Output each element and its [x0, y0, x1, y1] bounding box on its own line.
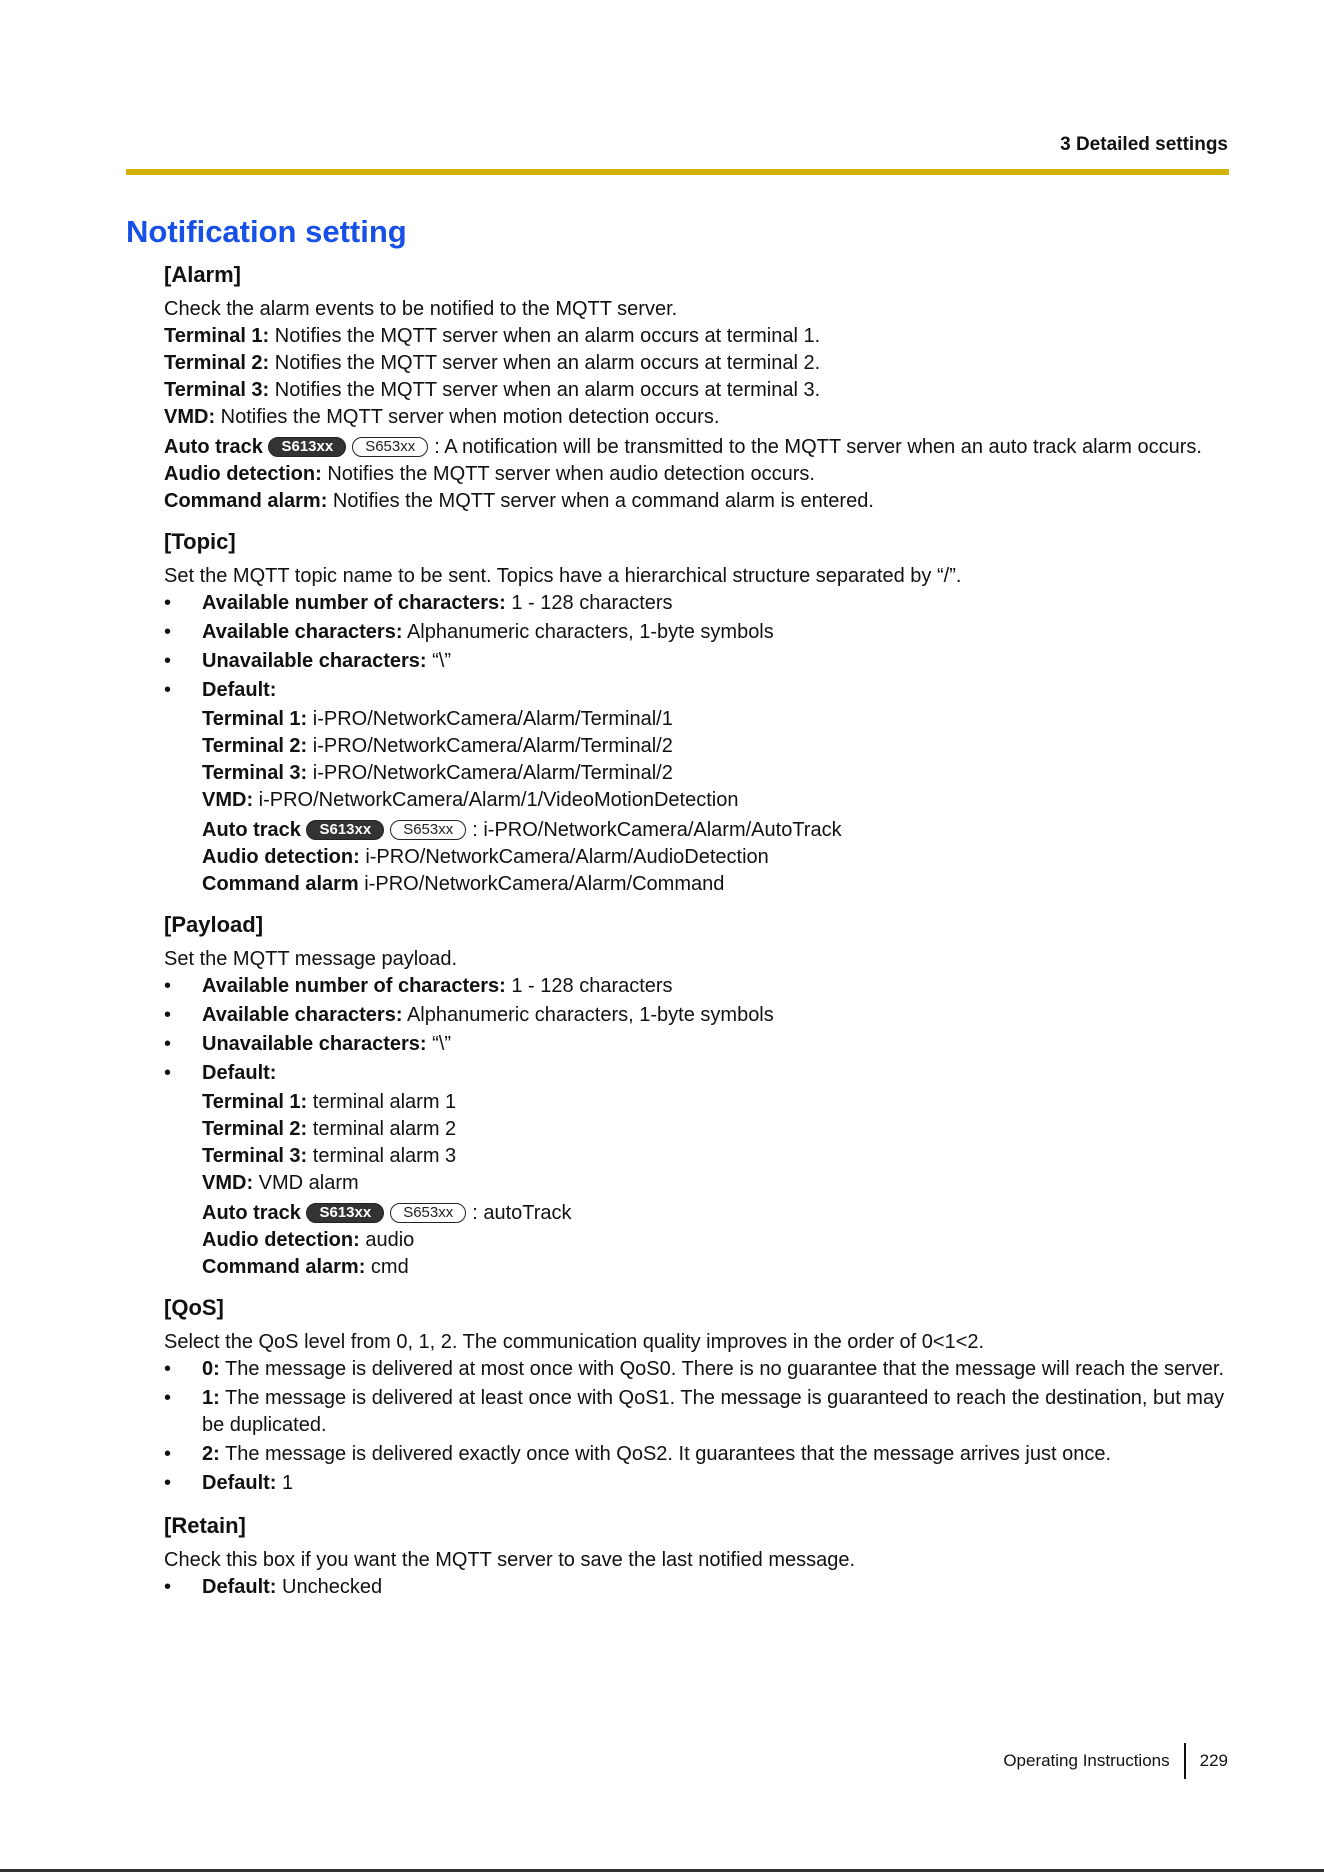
list-item: • Available number of characters: 1 - 128 characters — [164, 975, 673, 997]
topic-heading: [Topic] — [164, 529, 236, 554]
page-footer — [1003, 1743, 1228, 1779]
topic-section — [164, 529, 1229, 898]
main-content — [126, 214, 1229, 1603]
page-title: Notification setting — [126, 214, 407, 249]
list-item: • 0: The message is delivered at most once with QoS0. There is no guarantee that the message will reach the server. — [164, 1358, 1225, 1380]
alarm-item: Terminal 3: Notifies the MQTT server when an alarm occurs at terminal 3. — [164, 379, 821, 401]
list-item: • Default: 1 — [164, 1472, 294, 1494]
alarm-item: Terminal 1: Notifies the MQTT server when an alarm occurs at terminal 1. — [164, 325, 821, 347]
s613-badge: S613xx — [268, 437, 346, 457]
default-item: Audio detection: audio — [202, 1229, 415, 1251]
alarm-section — [164, 262, 1229, 515]
footer-separator — [1184, 1743, 1186, 1779]
list-item: • Default: Unchecked — [164, 1576, 383, 1598]
payload-heading: [Payload] — [164, 912, 264, 937]
s653-badge: S653xx — [390, 1203, 466, 1223]
page-number: 229 — [1199, 1751, 1228, 1770]
default-item: VMD: i-PRO/NetworkCamera/Alarm/1/VideoMotionDetection — [202, 789, 739, 811]
qos-section — [164, 1295, 1229, 1497]
default-item: Terminal 1: terminal alarm 1 — [202, 1091, 457, 1113]
default-item: Terminal 1: i-PRO/NetworkCamera/Alarm/Terminal/1 — [202, 708, 673, 730]
topic-intro: Set the MQTT topic name to be sent. Topics have a hierarchical structure separated by “/”. — [164, 565, 962, 587]
footer-doc-title: Operating Instructions — [1003, 1751, 1170, 1770]
default-item: Terminal 3: terminal alarm 3 — [202, 1145, 457, 1167]
list-item: • 2: The message is delivered exactly once with QoS2. It guarantees that the message arrives just once. — [164, 1443, 1112, 1465]
alarm-item: Audio detection: Notifies the MQTT server when audio detection occurs. — [164, 463, 815, 485]
list-item: • Unavailable characters: “\” — [164, 1033, 451, 1055]
alarm-heading: [Alarm] — [164, 262, 242, 287]
list-item: • Unavailable characters: “\” — [164, 650, 451, 672]
list-item: • 1: The message is delivered at least once with QoS1. The message is guaranteed to reach the destination, but may be duplicated. — [164, 1387, 1225, 1436]
default-item: VMD: VMD alarm — [202, 1172, 359, 1194]
default-autotrack: Auto track S613xx S653xx : i-PRO/NetworkCamera/Alarm/AutoTrack — [202, 819, 842, 841]
header-rule — [126, 169, 1229, 175]
s613-badge: S613xx — [306, 820, 384, 840]
qos-heading: [QoS] — [164, 1295, 224, 1320]
alarm-intro: Check the alarm events to be notified to the MQTT server. — [164, 298, 678, 320]
payload-section — [164, 912, 1229, 1281]
default-item: Terminal 3: i-PRO/NetworkCamera/Alarm/Terminal/2 — [202, 762, 673, 784]
default-item: Terminal 2: i-PRO/NetworkCamera/Alarm/Terminal/2 — [202, 735, 673, 757]
header-section-title: 3 Detailed settings — [1060, 134, 1228, 155]
alarm-item: VMD: Notifies the MQTT server when motion detection occurs. — [164, 406, 720, 428]
list-item: • Available number of characters: 1 - 128 characters — [164, 592, 673, 614]
default-item: Audio detection: i-PRO/NetworkCamera/Alarm/AudioDetection — [202, 846, 769, 868]
list-item: • Default: — [164, 679, 277, 701]
s653-badge: S653xx — [352, 437, 428, 457]
default-item: Command alarm: cmd — [202, 1256, 409, 1278]
retain-heading: [Retain] — [164, 1513, 246, 1538]
alarm-autotrack: Auto track S613xx S653xx : A notification will be transmitted to the MQTT server when an auto track alarm occurs. — [164, 436, 1202, 458]
s653-badge: S653xx — [390, 820, 466, 840]
s613-badge: S613xx — [306, 1203, 384, 1223]
topic-defaults — [164, 706, 1229, 898]
default-item: Command alarm i-PRO/NetworkCamera/Alarm/Command — [202, 873, 725, 895]
list-item: • Available characters: Alphanumeric characters, 1-byte symbols — [164, 1004, 774, 1026]
payload-intro: Set the MQTT message payload. — [164, 948, 458, 970]
retain-intro: Check this box if you want the MQTT server to save the last notified message. — [164, 1549, 856, 1571]
default-item: Terminal 2: terminal alarm 2 — [202, 1118, 457, 1140]
list-item: • Default: — [164, 1062, 277, 1084]
default-autotrack: Auto track S613xx S653xx : autoTrack — [202, 1202, 572, 1224]
retain-section — [164, 1513, 1229, 1601]
qos-intro: Select the QoS level from 0, 1, 2. The communication quality improves in the order of 0<1<2. — [164, 1331, 985, 1353]
alarm-item: Terminal 2: Notifies the MQTT server when an alarm occurs at terminal 2. — [164, 352, 821, 374]
alarm-item: Command alarm: Notifies the MQTT server when a command alarm is entered. — [164, 490, 874, 512]
list-item: • Available characters: Alphanumeric characters, 1-byte symbols — [164, 621, 774, 643]
payload-defaults — [164, 1089, 1229, 1281]
